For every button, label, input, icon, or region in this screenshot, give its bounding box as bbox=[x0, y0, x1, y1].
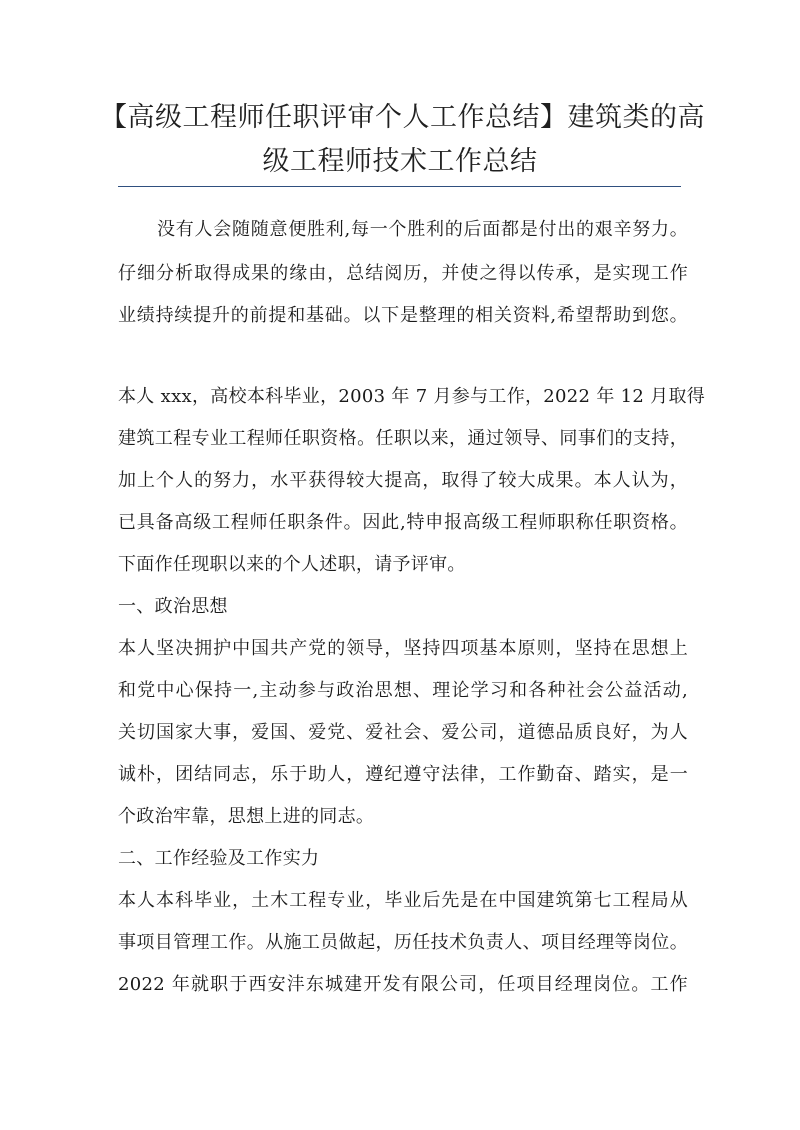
body-line-2: 建筑工程专业工程师任职资格。任职以来，通过领导、同事们的支持， bbox=[118, 428, 688, 449]
section-heading-political: 一、政治思想 bbox=[118, 596, 228, 617]
document-title-line-1: 【高级工程师任职评审个人工作总结】建筑类的高 bbox=[100, 102, 705, 133]
body-line-11: 个政治牢靠，思想上进的同志。 bbox=[118, 806, 375, 827]
intro-line-1: 没有人会随随意便胜利,每一个胜利的后面都是付出的艰辛努力。 bbox=[157, 219, 688, 240]
body-line-5: 下面作任现职以来的个人述职，请予评审。 bbox=[118, 554, 466, 575]
intro-line-2: 仔细分析取得成果的缘由，总结阅历，并使之得以传承，是实现工作 bbox=[118, 263, 688, 284]
body-line-10: 诚朴，团结同志，乐于助人，遵纪遵守法律，工作勤奋、踏实，是一 bbox=[118, 764, 688, 785]
body-line-15: 2022 年就职于西安沣东城建开发有限公司，任项目经理岗位。工作 bbox=[118, 974, 688, 995]
body-line-13: 本人本科毕业，土木工程专业，毕业后先是在中国建筑第七工程局从 bbox=[118, 890, 688, 911]
section-heading-experience: 二、工作经验及工作实力 bbox=[118, 848, 320, 869]
document-title-line-2: 级工程师技术工作总结 bbox=[262, 146, 538, 177]
title-underline-divider bbox=[118, 186, 681, 187]
intro-line-3: 业绩持续提升的前提和基础。以下是整理的相关资料,希望帮助到您。 bbox=[118, 305, 688, 326]
body-line-3: 加上个人的努力，水平获得较大提高，取得了较大成果。本人认为， bbox=[118, 470, 688, 491]
body-line-4: 已具备高级工程师任职条件。因此,特申报高级工程师职称任职资格。 bbox=[118, 512, 688, 533]
body-line-14: 事项目管理工作。从施工员做起，历任技术负责人、项目经理等岗位。 bbox=[118, 932, 688, 953]
body-line-9: 关切国家大事，爱国、爱党、爱社会、爱公司，道德品质良好，为人 bbox=[118, 722, 688, 743]
body-line-1: 本人 xxx，高校本科毕业，2003 年 7 月参与工作，2022 年 12 月取得 bbox=[118, 386, 706, 407]
body-line-7: 本人坚决拥护中国共产党的领导，坚持四项基本原则，坚持在思想上 bbox=[118, 638, 688, 659]
body-line-8: 和党中心保持一,主动参与政治思想、理论学习和各种社会公益活动, bbox=[118, 680, 688, 701]
